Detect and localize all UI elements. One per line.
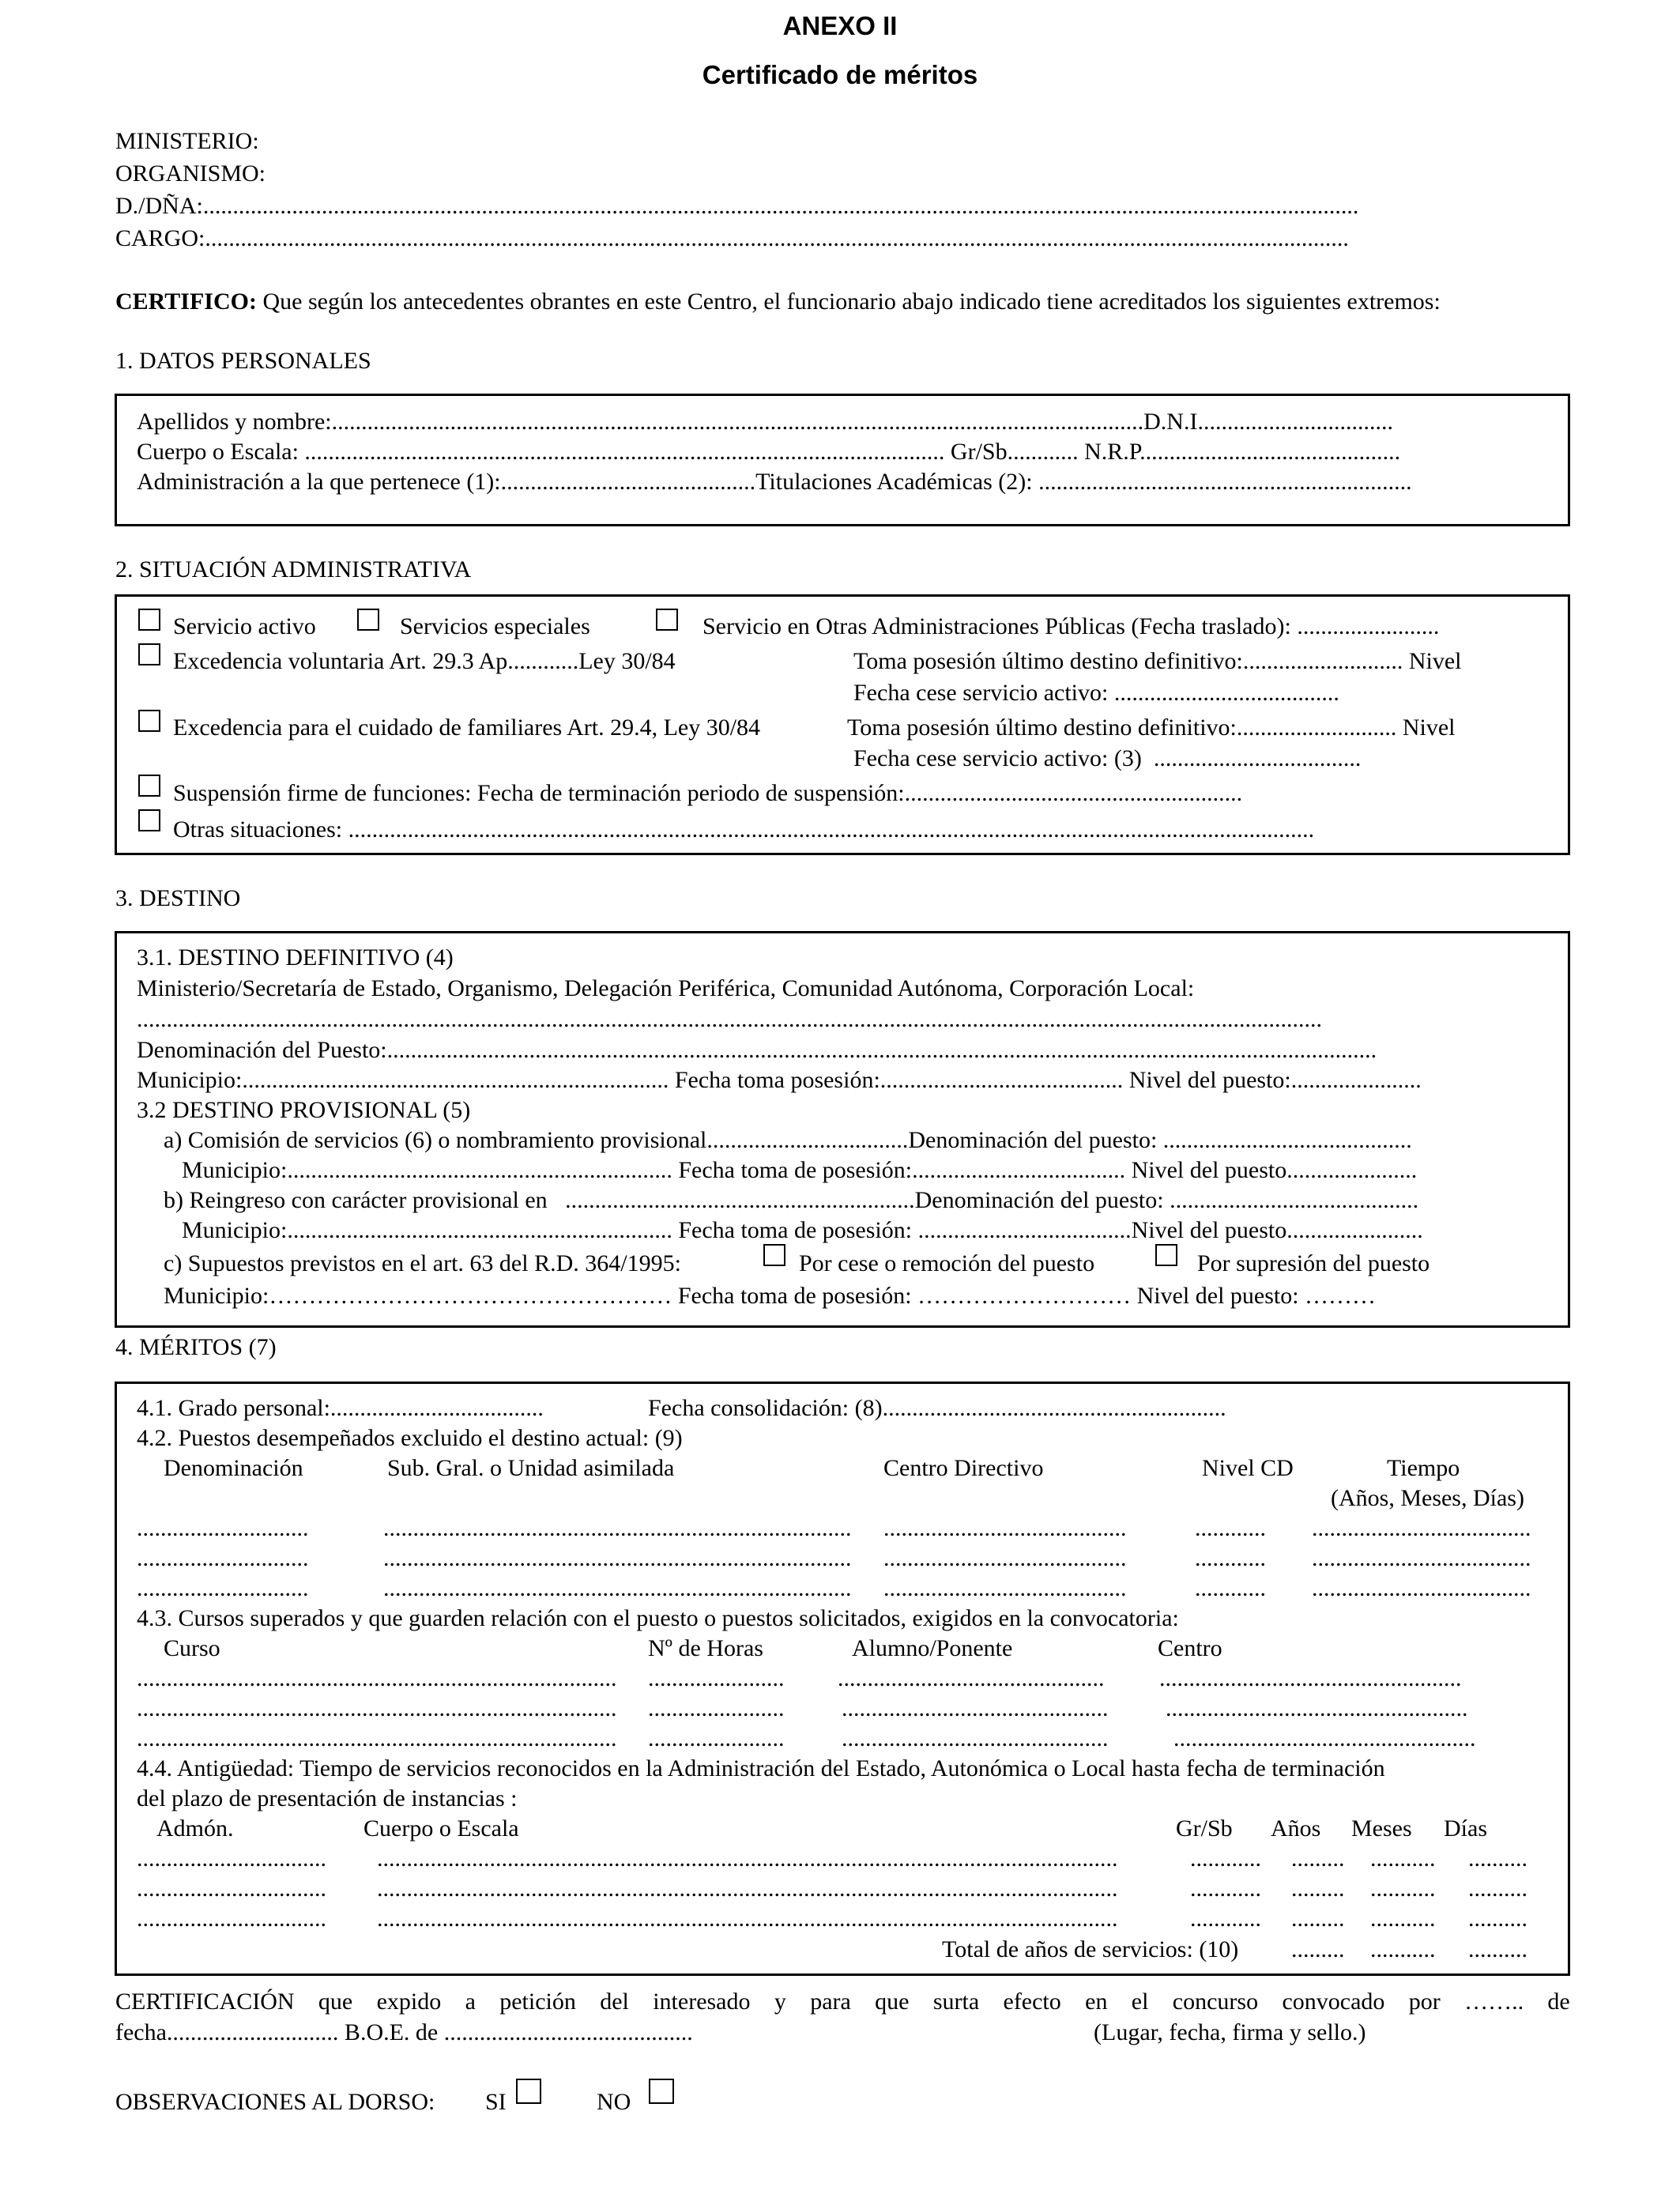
antiguedad-cell: ............ [1190,1845,1261,1872]
otras-situaciones-label: Otras situaciones: ................................................................................................................................................................... [173,816,1315,843]
certifico-statement [115,288,1441,315]
certificacion-word: surta [932,1989,980,2015]
antiguedad-cell: ................................ [137,1906,326,1932]
certificacion-word: de [1547,1989,1570,2015]
antiguedad-cell: ......... [1291,1906,1345,1932]
total-servicios-label: Total de años de servicios: (10) [942,1936,1239,1962]
fecha-boe-field: fecha............................. B.O.E. de .......................................... [115,2019,693,2045]
destino-definitivo-blank: ........................................................................................................................................................................................................ [137,1006,1322,1032]
antiguedad-cell: ................................ [137,1845,326,1872]
administracion-field: Administración a la que pertenece (1):...........................................Titulaciones Académicas (2): ............................................................... [137,469,1412,495]
suspension-label: Suspensión firme de funciones: Fecha de terminación periodo de suspensión:......................................................... [173,780,1243,806]
cursos-cell: ................................................... [1173,1725,1476,1751]
col-cuerpo-escala: Cuerpo o Escala [363,1815,519,1842]
antiguedad-cell: .......... [1468,1906,1527,1932]
antiguedad-cell: ......... [1291,1875,1345,1902]
si-label: SI [485,2089,507,2115]
certificacion-word: por [1408,1989,1441,2015]
certificacion-word: concurso [1172,1989,1259,2015]
si-checkbox[interactable] [516,2079,541,2104]
cursos-cell: ................................................... [1159,1665,1462,1691]
certificacion-word: convocado [1282,1989,1385,2015]
col-subgral: Sub. Gral. o Unidad asimilada [387,1455,675,1481]
antiguedad-cell: ........... [1370,1845,1436,1872]
puestos-cell: ..................................... [1312,1515,1531,1541]
col-anos: Años [1271,1815,1321,1842]
otras-admin-label: Servicio en Otras Administraciones Públicas (Fecha traslado): ........................ [703,613,1440,639]
cese-remocion-label: Por cese o remoción del puesto [799,1250,1095,1276]
cursos-cell: ............................................. [838,1665,1105,1691]
antiguedad-cell: .......... [1468,1875,1527,1902]
antiguedad-cell: ............................................................................................................................. [377,1845,1118,1872]
annex-title: ANEXO II [782,11,898,40]
supuestos-municipio-field: Municipio:…………………………………………… Fecha toma de posesión: ……………………… Nivel del puesto: ……… [164,1283,1377,1309]
antiguedad-cell: ................................ [137,1875,326,1902]
section-1-heading: 1. DATOS PERSONALES [115,348,371,374]
cargo-field: CARGO:................................................................................................................................................................................................. [115,225,1349,251]
no-label: NO [597,2089,631,2115]
col-centro-directivo: Centro Directivo [883,1455,1044,1481]
total-anos-cell: ......... [1291,1936,1345,1962]
supresion-label: Por supresión del puesto [1197,1250,1430,1276]
puestos-cell: ............................................................................... [383,1545,852,1571]
puestos-cell: ..................................... [1312,1575,1531,1601]
dna-field: D./DÑA:................................................................................................................................................................................................... [115,193,1359,219]
section-2-heading: 2. SITUACIÓN ADMINISTRATIVA [115,556,472,582]
otras-admin-checkbox[interactable] [656,609,678,631]
excedencia-familiares-checkbox[interactable] [138,710,160,732]
comision-municipio-field: Municipio:................................................................. Fecha toma de posesión:.................................... Nivel del puesto...................... [182,1157,1418,1183]
servicios-especiales-label: Servicios especiales [400,613,590,639]
col-denominacion: Denominación [164,1455,303,1481]
certificacion-word: interesado [653,1989,751,2015]
antiguedad-cell: .......... [1468,1845,1527,1872]
puestos-cell: ......................................... [883,1575,1127,1601]
excedencia-familiares-label: Excedencia para el cuidado de familiares Art. 29.4, Ley 30/84 [173,714,761,741]
reingreso-field: b) Reingreso con carácter provisional en ...........................................................Denominación del puesto: .......................................... [164,1187,1419,1213]
destino-provisional-title: 3.2 DESTINO PROVISIONAL (5) [137,1097,471,1123]
puestos-cell: ......................................... [883,1545,1127,1571]
col-meses: Meses [1351,1815,1412,1842]
fecha-cese-2: Fecha cese servicio activo: (3) ................................... [853,745,1362,771]
suspension-checkbox[interactable] [138,775,160,797]
ministerio-label: MINISTERIO: [115,128,259,154]
col-nivel-cd: Nivel CD [1202,1455,1294,1481]
puestos-cell: ............ [1195,1575,1266,1601]
cursos-cell: ............................................. [842,1725,1109,1751]
col-admon: Admón. [156,1815,234,1842]
apellidos-field: Apellidos y nombre:.........................................................................................................................................D.N.I................................. [137,409,1393,435]
page-title: Certificado de méritos [702,60,978,89]
servicio-activo-checkbox[interactable] [138,609,160,631]
col-tiempo-units: (Años, Meses, Días) [1331,1485,1524,1511]
cursos-cell: ....................... [648,1695,785,1721]
cursos-cell: ................................................... [1166,1695,1468,1721]
section-4-heading: 4. MÉRITOS (7) [115,1334,277,1360]
col-centro: Centro [1158,1635,1222,1661]
col-horas: Nº de Horas [648,1635,763,1661]
cursos-cell: ................................................................................. [137,1725,617,1751]
cursos-cell: ............................................. [842,1695,1109,1721]
certificacion-word: y [774,1989,786,2015]
antiguedad-cell: ........... [1370,1875,1436,1902]
certificacion-word: expido [376,1989,442,2015]
certificacion-word: que [875,1989,910,2015]
fecha-cese-1: Fecha cese servicio activo: ...................................... [853,680,1339,706]
antiguedad-cell: ............................................................................................................................. [377,1906,1118,1932]
toma-posesion-2: Toma posesión último destino definitivo:........................... Nivel [847,714,1456,741]
antiguedad-cell: ............ [1190,1875,1261,1902]
certificacion-word: el [1131,1989,1149,2015]
antiguedad-cell: ............ [1190,1906,1261,1932]
servicio-activo-label: Servicio activo [173,613,316,639]
destino-definitivo-title: 3.1. DESTINO DEFINITIVO (4) [137,944,454,971]
certificacion-line [115,1989,1570,2015]
cursos-title: 4.3. Cursos superados y que guarden relación con el puesto o puestos solicitados, exigidos en la convocatoria: [137,1605,1179,1631]
puestos-cell: ............................. [137,1575,309,1601]
cuerpo-field: Cuerpo o Escala: ............................................................................................................ Gr/Sb............ N.R.P............................................ [137,439,1401,465]
col-dias: Días [1444,1815,1487,1842]
col-alumno: Alumno/Ponente [852,1635,1013,1661]
cursos-cell: ................................................................................. [137,1695,617,1721]
puestos-cell: ............ [1195,1545,1266,1571]
denominacion-puesto-field: Denominación del Puesto:....................................................................................................................................................................... [137,1037,1377,1063]
section-3-heading: 3. DESTINO [115,885,241,911]
excedencia-voluntaria-checkbox[interactable] [138,643,160,665]
certificacion-word: a [465,1989,476,2015]
puestos-title: 4.2. Puestos desempeñados excluido el destino actual: (9) [137,1425,683,1451]
certificacion-word: en [1085,1989,1108,2015]
col-tiempo: Tiempo [1387,1455,1460,1481]
cursos-cell: ....................... [648,1725,785,1751]
puestos-cell: ............................................................................... [383,1515,852,1541]
observaciones-label: OBSERVACIONES AL DORSO: [115,2089,435,2115]
servicios-especiales-checkbox[interactable] [357,609,379,631]
certifico-label: CERTIFICO: [115,288,257,315]
puestos-cell: ............................. [137,1515,309,1541]
toma-posesion-1: Toma posesión último destino definitivo:........................... Nivel [853,648,1462,674]
puestos-cell: ............ [1195,1515,1266,1541]
supuestos-label: c) Supuestos previstos en el art. 63 del R.D. 364/1995: [164,1250,681,1276]
grado-personal-field: 4.1. Grado personal:.................................... [137,1395,544,1421]
antiguedad-cell: ............................................................................................................................. [377,1875,1118,1902]
total-dias-cell: .......... [1468,1936,1527,1962]
certificacion-word: del [600,1989,629,2015]
supresion-checkbox[interactable] [1155,1244,1177,1266]
antiguedad-cell: ......... [1291,1845,1345,1872]
certificacion-word: CERTIFICACIÓN [115,1989,295,2015]
otras-situaciones-checkbox[interactable] [138,809,160,831]
certifico-text: Que según los antecedentes obrantes en este Centro, el funcionario abajo indicado tiene acreditados los siguientes extremos: [256,288,1441,315]
no-checkbox[interactable] [649,2079,674,2104]
puestos-cell: ............................................................................... [383,1575,852,1601]
cursos-cell: ................................................................................. [137,1665,617,1691]
total-meses-cell: ........... [1370,1936,1436,1962]
col-grsb: Gr/Sb [1176,1815,1233,1842]
organismo-label: ORGANISMO: [115,160,266,187]
puestos-cell: ......................................... [883,1515,1127,1541]
certificacion-word: para [810,1989,851,2015]
lugar-fecha-firma: (Lugar, fecha, firma y sello.) [1094,2019,1366,2045]
col-curso: Curso [164,1635,220,1661]
reingreso-municipio-field: Municipio:................................................................. Fecha toma de posesión: ....................................Nivel del puesto....................... [182,1217,1423,1243]
destino-definitivo-organismo: Ministerio/Secretaría de Estado, Organismo, Delegación Periférica, Comunidad Autónoma, Corporación Local: [137,975,1195,1001]
antiguedad-text-2: del plazo de presentación de instancias : [137,1785,518,1811]
puestos-cell: ..................................... [1312,1545,1531,1571]
certificacion-word: efecto [1003,1989,1061,2015]
cese-remocion-checkbox[interactable] [763,1244,785,1266]
municipio-definitivo-field: Municipio:........................................................................ Fecha toma posesión:......................................... Nivel del puesto:...................... [137,1067,1422,1093]
certificacion-word: …….. [1464,1989,1524,2015]
certificacion-word: petición [499,1989,576,2015]
antiguedad-text-1: 4.4. Antigüedad: Tiempo de servicios reconocidos en la Administración del Estado, Autonómica o Local hasta fecha de terminación [137,1755,1385,1781]
antiguedad-cell: ........... [1370,1906,1436,1932]
excedencia-voluntaria-label: Excedencia voluntaria Art. 29.3 Ap............Ley 30/84 [173,648,676,674]
comision-servicios-field: a) Comisión de servicios (6) o nombramiento provisional..................................Denominación del puesto: .......................................... [164,1127,1412,1153]
cursos-cell: ....................... [648,1665,785,1691]
certificacion-word: que [318,1989,353,2015]
fecha-consolidacion-field: Fecha consolidación: (8).......................................................... [648,1395,1226,1421]
puestos-cell: ............................. [137,1545,309,1571]
